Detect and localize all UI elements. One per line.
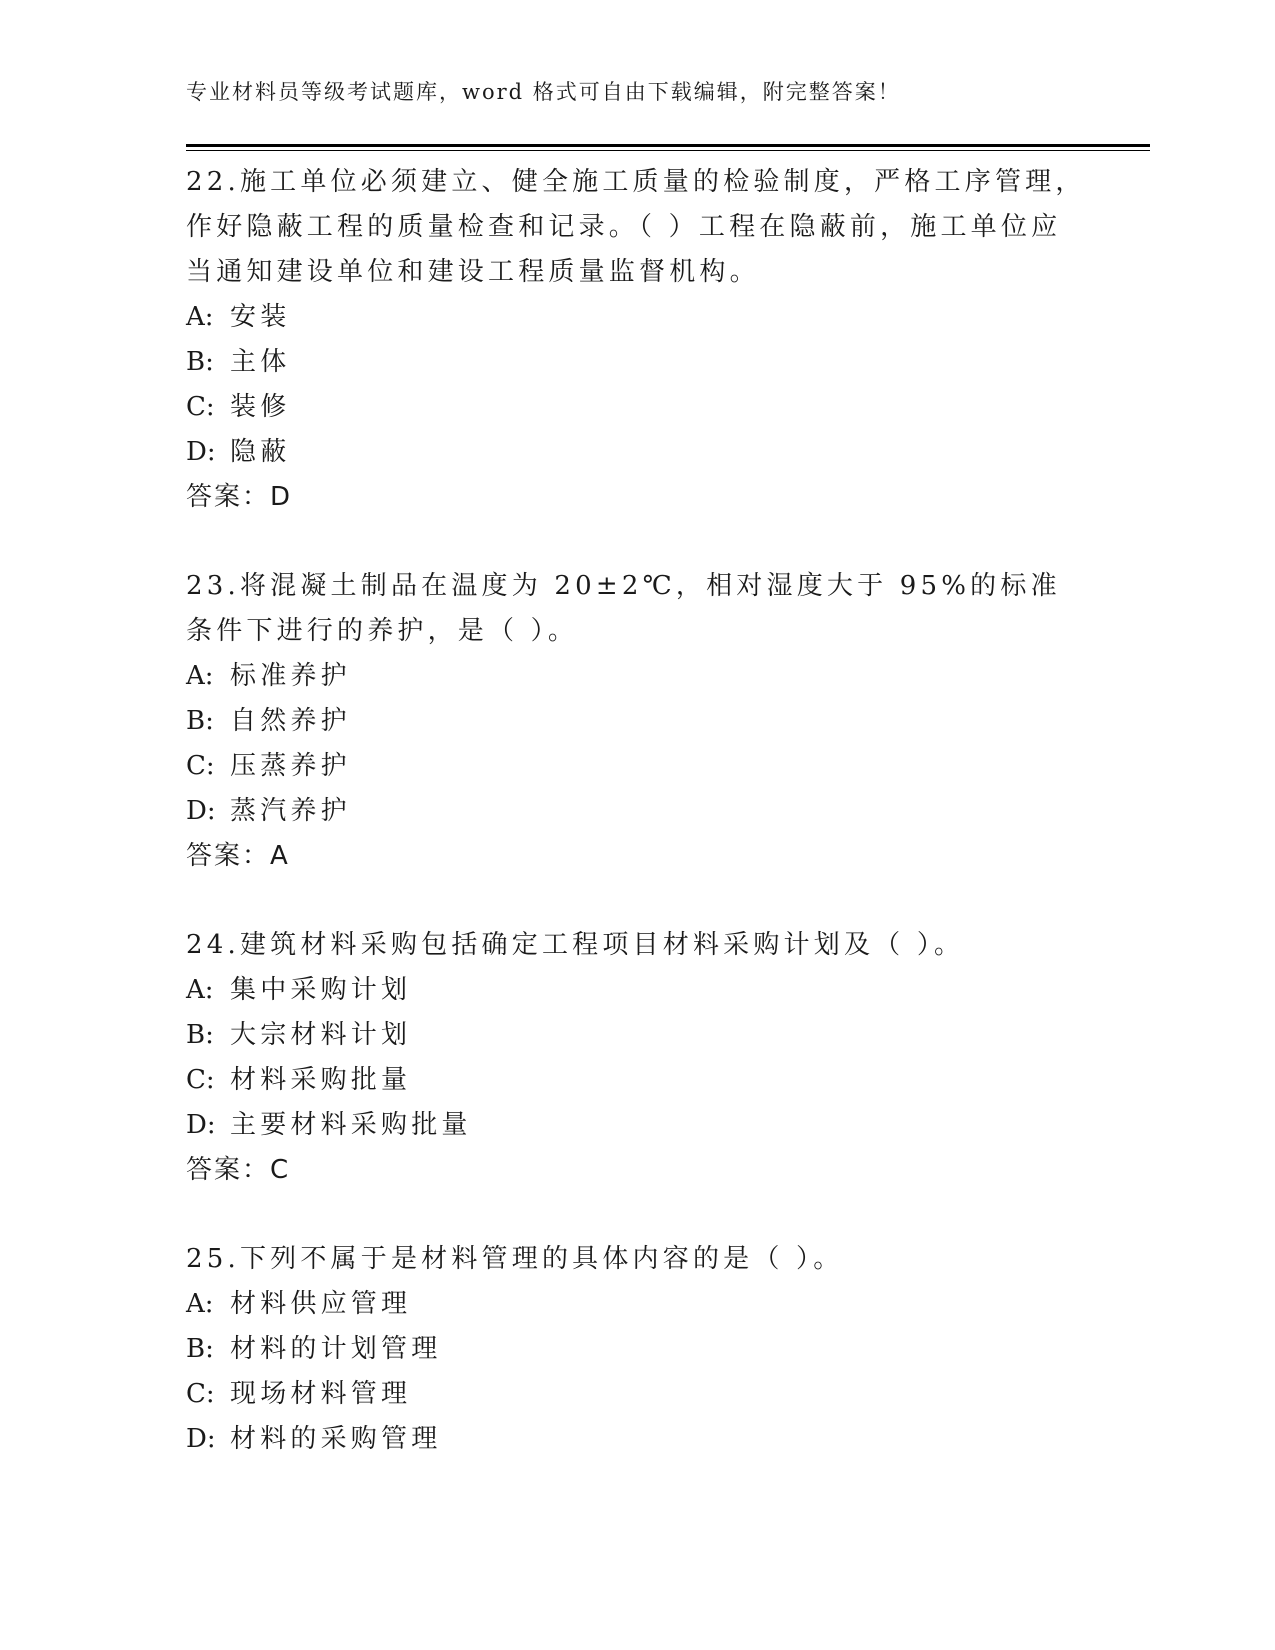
option-b	[186, 340, 1086, 385]
option-d	[186, 1103, 1086, 1148]
question-stem: 23.将混凝土制品在温度为 20±2℃，相对湿度大于 95%的标准条件下进行的养护，是（ ）。	[186, 571, 1061, 646]
option-text: 压蒸养护	[230, 751, 351, 781]
option-b	[186, 1013, 1086, 1058]
header-rule-thick	[186, 144, 1150, 147]
option-key: A:	[186, 1289, 214, 1319]
answer-line: 答案：A	[186, 841, 290, 871]
question-stem: 25.下列不属于是材料管理的具体内容的是（ ）。	[186, 1244, 844, 1274]
option-key: B:	[186, 1334, 214, 1364]
answer-line: 答案：C	[186, 1155, 291, 1185]
option-text: 材料供应管理	[230, 1289, 412, 1319]
option-text: 蒸汽养护	[230, 796, 351, 826]
option-c	[186, 385, 1086, 430]
option-text: 隐蔽	[230, 437, 291, 467]
question-23	[186, 564, 1086, 879]
option-text: 安装	[230, 302, 291, 332]
option-text: 材料的计划管理	[230, 1334, 442, 1364]
option-d	[186, 789, 1086, 834]
option-c	[186, 1058, 1086, 1103]
option-key: C:	[186, 1065, 215, 1095]
question-list	[186, 160, 1086, 1506]
option-text: 标准养护	[230, 661, 351, 691]
question-22	[186, 160, 1086, 520]
option-a	[186, 968, 1086, 1013]
option-c	[186, 744, 1086, 789]
option-a	[186, 295, 1086, 340]
option-text: 装修	[230, 392, 291, 422]
header-rule-thin	[186, 150, 1150, 151]
option-b	[186, 1327, 1086, 1372]
option-text: 材料采购批量	[230, 1065, 412, 1095]
option-key: D:	[186, 1110, 216, 1140]
option-d	[186, 1417, 1086, 1462]
option-key: C:	[186, 751, 215, 781]
option-text: 主体	[230, 347, 291, 377]
option-text: 集中采购计划	[230, 975, 412, 1005]
option-key: D:	[186, 437, 216, 467]
option-key: D:	[186, 796, 216, 826]
option-key: A:	[186, 302, 214, 332]
answer-line: 答案：D	[186, 482, 293, 512]
option-text: 现场材料管理	[230, 1379, 412, 1409]
option-key: C:	[186, 1379, 215, 1409]
option-text: 材料的采购管理	[230, 1424, 442, 1454]
option-b	[186, 699, 1086, 744]
option-key: B:	[186, 347, 214, 377]
option-text: 主要材料采购批量	[230, 1110, 472, 1140]
question-24	[186, 923, 1086, 1193]
question-25	[186, 1237, 1086, 1462]
option-a	[186, 1282, 1086, 1327]
option-key: B:	[186, 706, 214, 736]
page-header: 专业材料员等级考试题库，word 格式可自由下载编辑，附完整答案！	[186, 80, 901, 104]
option-key: A:	[186, 975, 214, 1005]
option-key: B:	[186, 1020, 214, 1050]
question-stem: 22.施工单位必须建立、健全施工质量的检验制度，严格工序管理，作好隐蔽工程的质量检查和记录。（ ）工程在隐蔽前，施工单位应当通知建设单位和建设工程质量监督机构。	[186, 167, 1086, 287]
option-d	[186, 430, 1086, 475]
option-key: A:	[186, 661, 214, 691]
option-c	[186, 1372, 1086, 1417]
option-a	[186, 654, 1086, 699]
question-stem: 24.建筑材料采购包括确定工程项目材料采购计划及（ ）。	[186, 930, 965, 960]
option-key: D:	[186, 1424, 216, 1454]
option-key: C:	[186, 392, 215, 422]
option-text: 大宗材料计划	[230, 1020, 412, 1050]
option-text: 自然养护	[230, 706, 351, 736]
